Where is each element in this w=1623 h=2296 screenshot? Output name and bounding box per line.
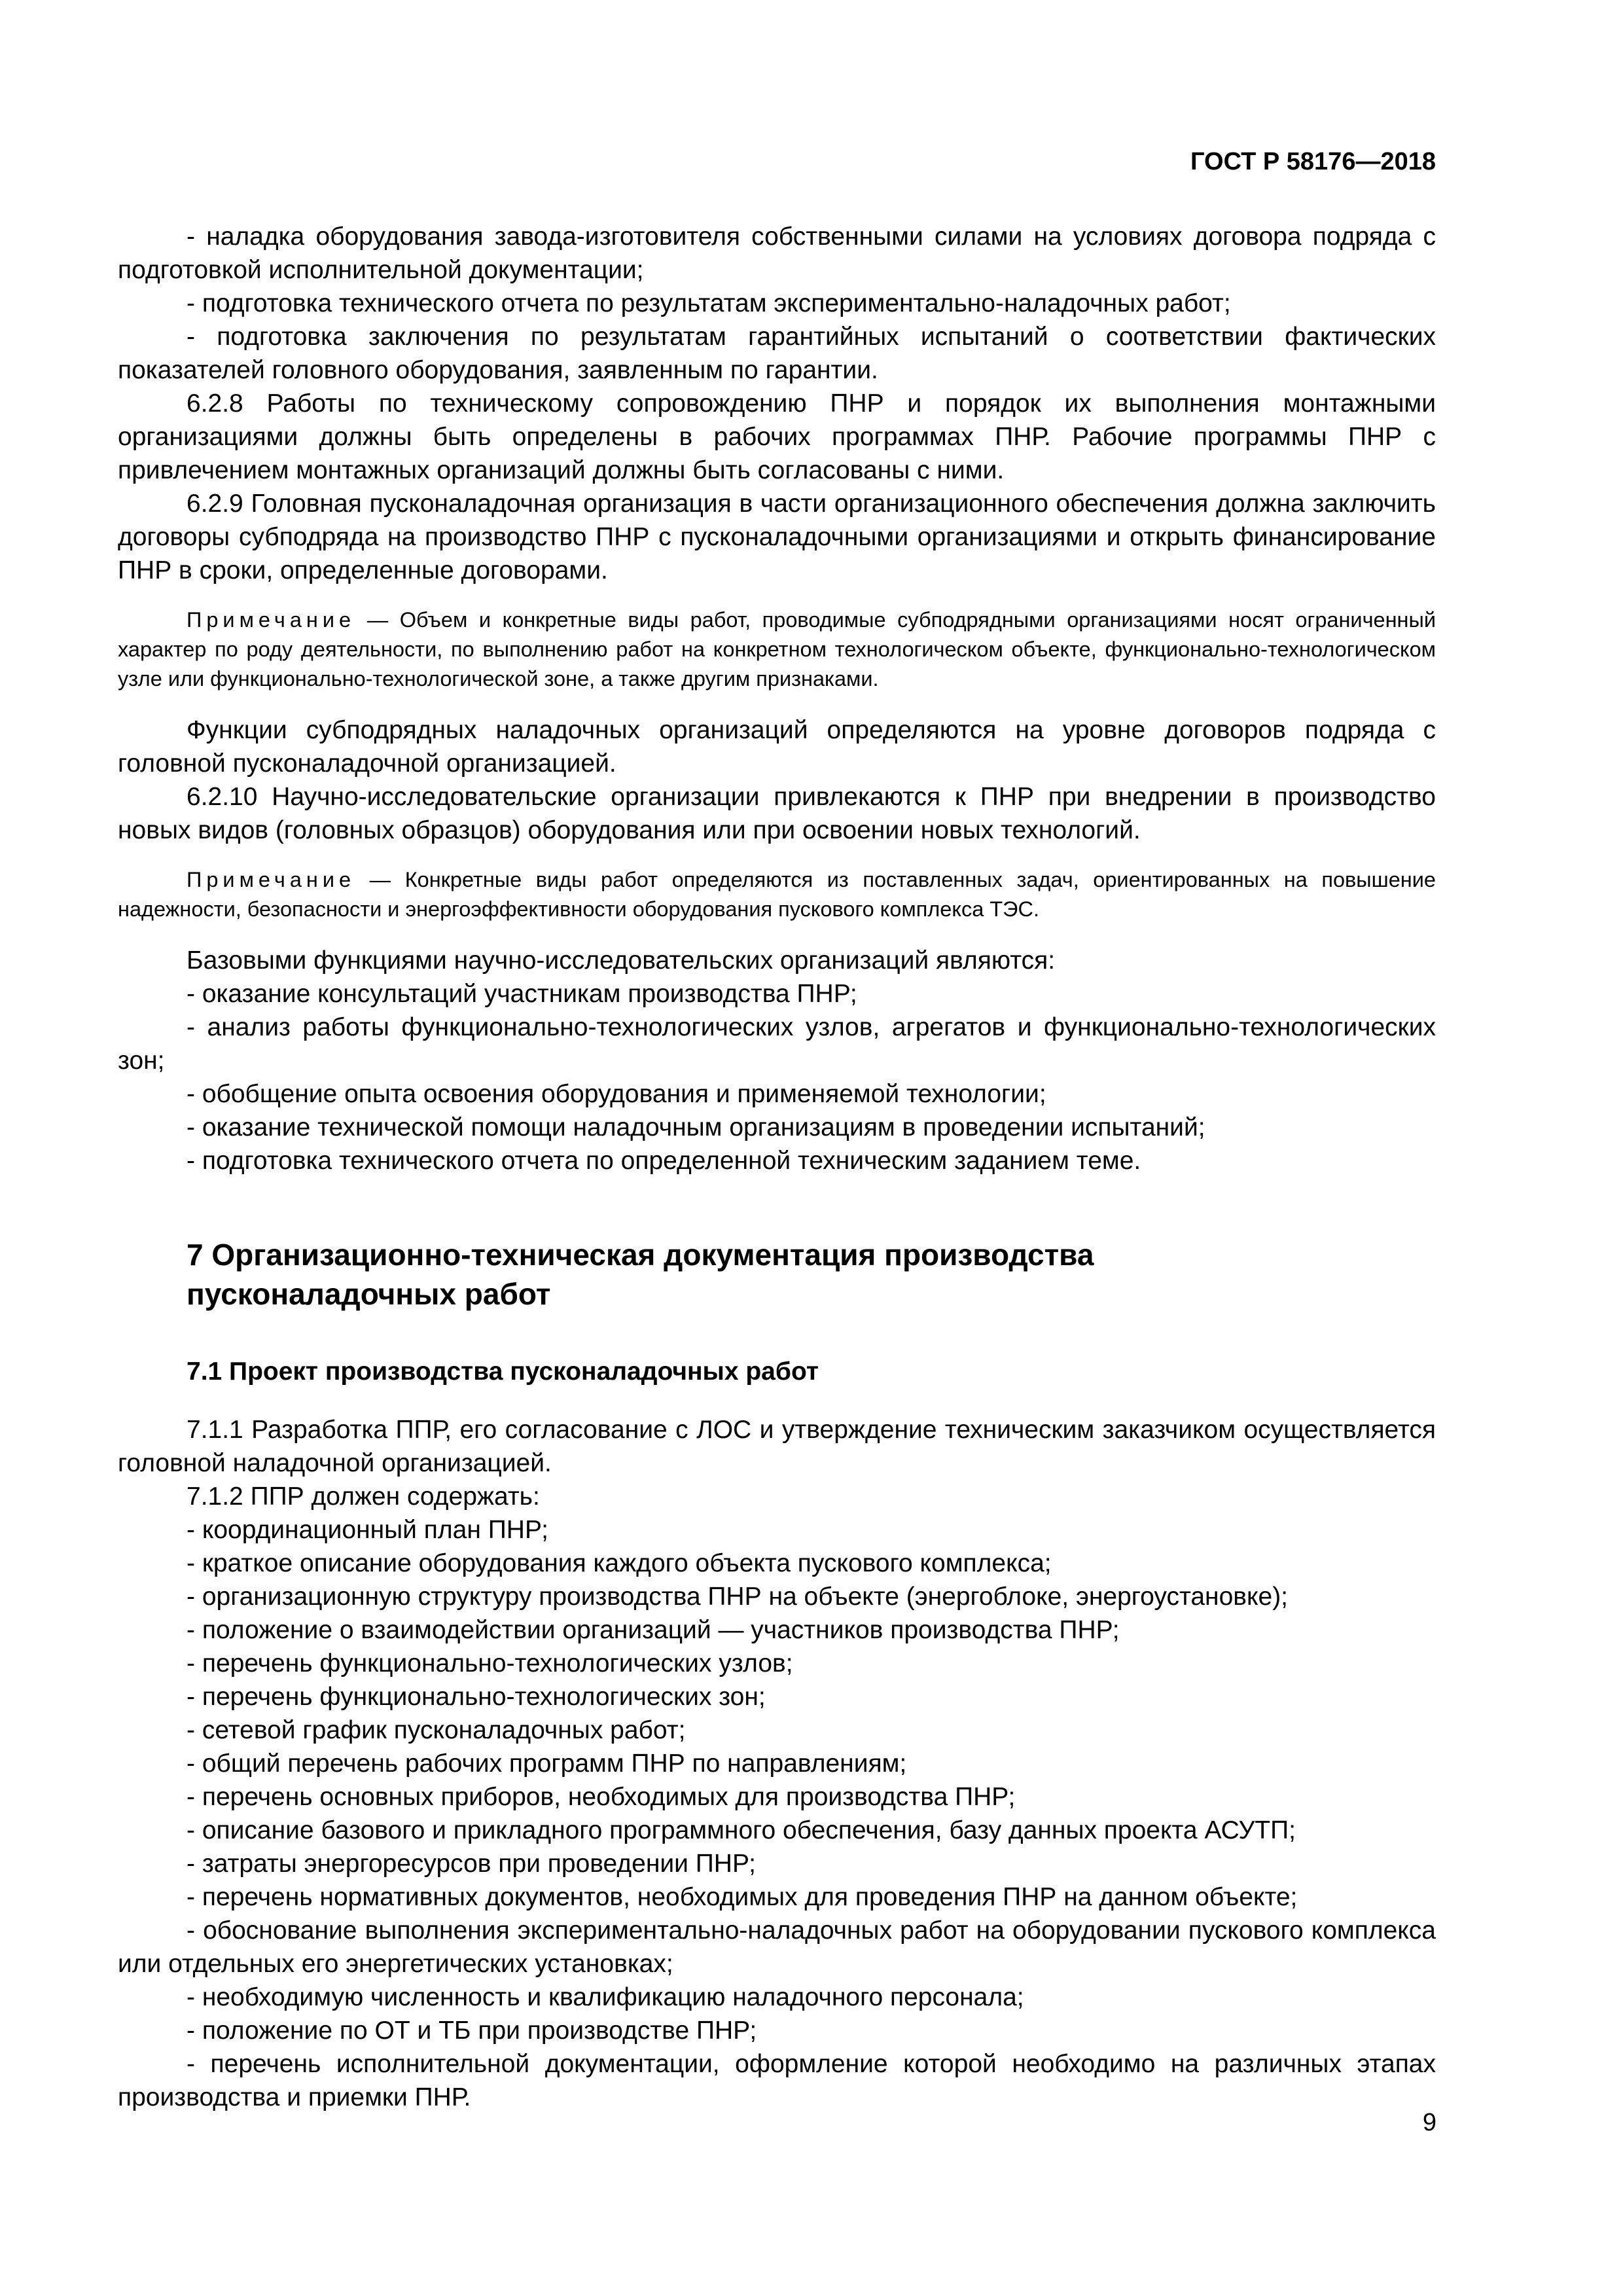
list-item: - оказание технической помощи наладочным организациям в проведении испытаний; xyxy=(187,1113,1205,1141)
note-label: Примечание xyxy=(187,868,356,891)
section-7-heading xyxy=(187,1235,1436,1314)
list-item: - координационный план ПНР; xyxy=(187,1516,548,1544)
list-item: - затраты энергоресурсов при проведении ПНР; xyxy=(187,1850,756,1878)
document-code-header: ГОСТ Р 58176—2018 xyxy=(1190,148,1436,175)
note-text: — Объем и конкретные виды работ, проводимые субподрядными организациями носят ограниченный характер по роду деятельности, по выполнению работ на конкретном технологическом объекте, функционально-технологическом узле или функционально-технологической зоне, а также другим признаками. xyxy=(118,608,1436,691)
list-item: - перечень исполнительной документации, оформление которой необходимо на различных этапах производства и приемки ПНР. xyxy=(118,2050,1436,2111)
list-item: - обобщение опыта освоения оборудования и применяемой технологии; xyxy=(187,1080,1046,1108)
note-text: — Конкретные виды работ определяются из поставленных задач, ориентированных на повышение надежности, безопасности и энергоэффективности оборудования пускового комплекса ТЭС. xyxy=(118,868,1436,921)
list-item: - наладка оборудования завода-изготовителя собственными силами на условиях договора подряда с подготовкой исполнительной документации; xyxy=(118,223,1436,284)
list-item: - краткое описание оборудования каждого объекта пускового комплекса; xyxy=(187,1549,1052,1577)
section-7-1-heading: 7.1 Проект производства пусконаладочных работ xyxy=(187,1357,819,1386)
list-item: - подготовка технического отчета по определенной техническим заданием теме. xyxy=(187,1147,1141,1175)
list-item: - анализ работы функционально-технологических узлов, агрегатов и функционально-технологических зон; xyxy=(118,1013,1436,1075)
heading-line-2: пусконаладочных работ xyxy=(187,1277,551,1311)
paragraph-base-functions: Базовыми функциями научно-исследовательских организаций являются: xyxy=(187,946,1056,975)
list-item: - описание базового и прикладного программного обеспечения, базу данных проекта АСУТП; xyxy=(187,1816,1296,1844)
list-item: - обоснование выполнения экспериментально-наладочных работ на оборудовании пускового комплекса или отдельных его энергетических установках; xyxy=(118,1916,1436,1978)
list-item: - положение по ОТ и ТБ при производстве ПНР; xyxy=(187,2017,757,2045)
note-label: Примечание xyxy=(187,608,356,632)
heading-line-1: 7 Организационно-техническая документация производства xyxy=(187,1238,1094,1272)
paragraph-7-1-2: 7.1.2 ППР должен содержать: xyxy=(187,1482,540,1511)
list-item: - подготовка заключения по результатам гарантийных испытаний о соответствии фактических показателей головного оборудования, заявленным по гарантии. xyxy=(118,323,1436,384)
paragraph-6-2-8: 6.2.8 Работы по техническому сопровождению ПНР и порядок их выполнения монтажными организациями должны быть определены в рабочих программах ПНР. Рабочие программы ПНР с привлечением монтажных организаций должны быть согласованы с ними. xyxy=(118,389,1436,484)
note-1 xyxy=(118,605,1436,694)
page-content xyxy=(118,220,1436,2114)
note-2 xyxy=(118,865,1436,924)
list-item: - сетевой график пусконаладочных работ; xyxy=(187,1716,686,1744)
list-item: - перечень функционально-технологических зон; xyxy=(187,1683,766,1711)
list-item: - положение о взаимодействии организаций — участников производства ПНР; xyxy=(187,1616,1120,1644)
page-number: 9 xyxy=(1422,2109,1436,2136)
list-item: - подготовка технического отчета по результатам экспериментально-наладочных работ; xyxy=(187,289,1231,317)
paragraph-functions: Функции субподрядных наладочных организаций определяются на уровне договоров подряда с головной пусконаладочной организацией. xyxy=(118,716,1436,778)
list-item: - общий перечень рабочих программ ПНР по направлениям; xyxy=(187,1749,907,1778)
list-item: - необходимую численность и квалификацию наладочного персонала; xyxy=(187,1983,1024,2011)
paragraph-6-2-9: 6.2.9 Головная пусконаладочная организация в части организационного обеспечения должна заключить договоры субподряда на производство ПНР с пусконаладочными организациями и открыть финансирование ПНР в сроки, определенные договорами. xyxy=(118,490,1436,584)
list-item: - перечень функционально-технологических узлов; xyxy=(187,1649,793,1677)
list-item: - организационную структуру производства ПНР на объекте (энергоблоке, энергоустановке); xyxy=(187,1583,1289,1611)
list-item: - перечень нормативных документов, необходимых для проведения ПНР на данном объекте; xyxy=(187,1883,1298,1911)
list-item: - перечень основных приборов, необходимых для производства ПНР; xyxy=(187,1783,1016,1811)
paragraph-7-1-1: 7.1.1 Разработка ППР, его согласование с ЛОС и утверждение техническим заказчиком осуществляется головной наладочной организацией. xyxy=(118,1416,1436,1477)
paragraph-6-2-10: 6.2.10 Научно-исследовательские организации привлекаются к ПНР при внедрении в производство новых видов (головных образцов) оборудования или при освоении новых технологий. xyxy=(118,783,1436,844)
list-item: - оказание консультаций участникам производства ПНР; xyxy=(187,980,857,1008)
